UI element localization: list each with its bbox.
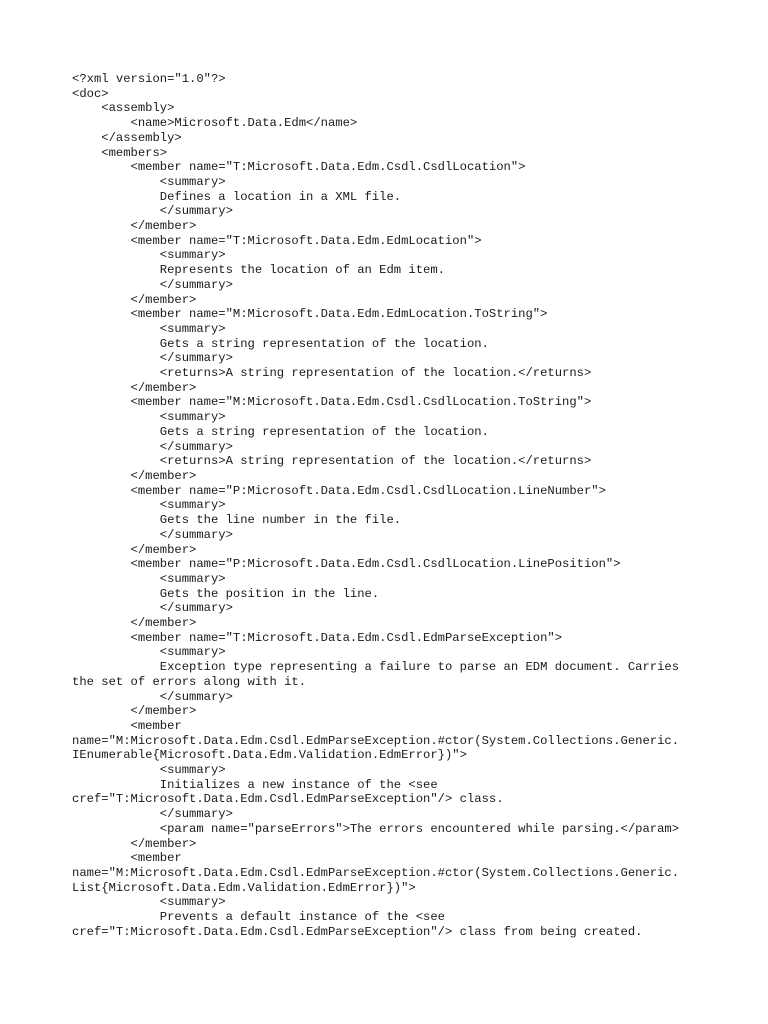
code-line: List{Microsoft.Data.Edm.Validation.EdmError})">	[72, 880, 416, 895]
code-line: <members>	[72, 145, 168, 160]
code-line: </member>	[72, 219, 197, 234]
code-line: Gets the line number in the file.	[72, 513, 402, 528]
code-line: <summary>	[72, 645, 226, 660]
code-line: <member name="T:Microsoft.Data.Edm.Csdl.CsdlLocation">	[72, 160, 526, 175]
code-line: Represents the location of an Edm item.	[72, 263, 445, 278]
code-line: <member name="M:Microsoft.Data.Edm.Csdl.CsdlLocation.ToString">	[72, 395, 592, 410]
code-line: cref="T:Microsoft.Data.Edm.Csdl.EdmParseException"/> class from being created.	[72, 924, 643, 939]
code-line: <member	[72, 718, 182, 733]
code-line: <summary>	[72, 498, 226, 513]
code-line: <doc>	[72, 86, 109, 101]
code-line: </assembly>	[72, 130, 182, 145]
code-line: name="M:Microsoft.Data.Edm.Csdl.EdmParseException.#ctor(System.Collections.Generic.	[72, 733, 680, 748]
code-line: </member>	[72, 380, 197, 395]
code-line: </summary>	[72, 351, 233, 366]
code-line: the set of errors along with it.	[72, 674, 307, 689]
code-line: Gets the position in the line.	[72, 586, 380, 601]
code-line: <member name="P:Microsoft.Data.Edm.Csdl.CsdlLocation.LinePosition">	[72, 557, 621, 572]
code-line: <member name="T:Microsoft.Data.Edm.Csdl.EdmParseException">	[72, 630, 563, 645]
code-line: Initializes a new instance of the <see	[72, 777, 438, 792]
code-line: Defines a location in a XML file.	[72, 189, 402, 204]
code-line: <assembly>	[72, 101, 175, 116]
code-line: </summary>	[72, 527, 233, 542]
code-line: </member>	[72, 542, 197, 557]
code-line: </member>	[72, 836, 197, 851]
code-line: <summary>	[72, 571, 226, 586]
code-line: </summary>	[72, 689, 233, 704]
code-line: Exception type representing a failure to parse an EDM document. Carries	[72, 660, 680, 675]
code-line: </summary>	[72, 277, 233, 292]
code-line: </member>	[72, 292, 197, 307]
code-line: name="M:Microsoft.Data.Edm.Csdl.EdmParseException.#ctor(System.Collections.Generic.	[72, 865, 680, 880]
code-line: <?xml version="1.0"?>	[72, 72, 226, 86]
code-line: cref="T:Microsoft.Data.Edm.Csdl.EdmParseException"/> class.	[72, 792, 504, 807]
code-line: Gets a string representation of the location.	[72, 424, 489, 439]
code-line: <summary>	[72, 174, 226, 189]
code-line: <member name="T:Microsoft.Data.Edm.EdmLocation">	[72, 233, 482, 248]
code-line: <returns>A string representation of the location.</returns>	[72, 366, 592, 381]
code-line: <summary>	[72, 321, 226, 336]
code-line: </member>	[72, 704, 197, 719]
code-line: <member name="M:Microsoft.Data.Edm.EdmLocation.ToString">	[72, 307, 548, 322]
code-line: </member>	[72, 616, 197, 631]
code-line: <summary>	[72, 895, 226, 910]
document-page	[72, 72, 712, 939]
code-line: <param name="parseErrors">The errors encountered while parsing.</param>	[72, 821, 680, 836]
code-line: </summary>	[72, 601, 233, 616]
code-line: <summary>	[72, 248, 226, 263]
code-line: </summary>	[72, 439, 233, 454]
code-line: Prevents a default instance of the <see	[72, 910, 445, 925]
code-line: <summary>	[72, 410, 226, 425]
code-line: <member name="P:Microsoft.Data.Edm.Csdl.CsdlLocation.LineNumber">	[72, 483, 606, 498]
code-line: Gets a string representation of the location.	[72, 336, 489, 351]
code-line: </summary>	[72, 204, 233, 219]
xml-code-listing	[72, 72, 712, 939]
code-line: </summary>	[72, 807, 233, 822]
code-line: <member	[72, 851, 182, 866]
code-line: <summary>	[72, 763, 226, 778]
code-line: </member>	[72, 468, 197, 483]
code-line: IEnumerable{Microsoft.Data.Edm.Validation.EdmError})">	[72, 748, 467, 763]
code-line: <name>Microsoft.Data.Edm</name>	[72, 116, 358, 131]
code-line: <returns>A string representation of the location.</returns>	[72, 454, 592, 469]
